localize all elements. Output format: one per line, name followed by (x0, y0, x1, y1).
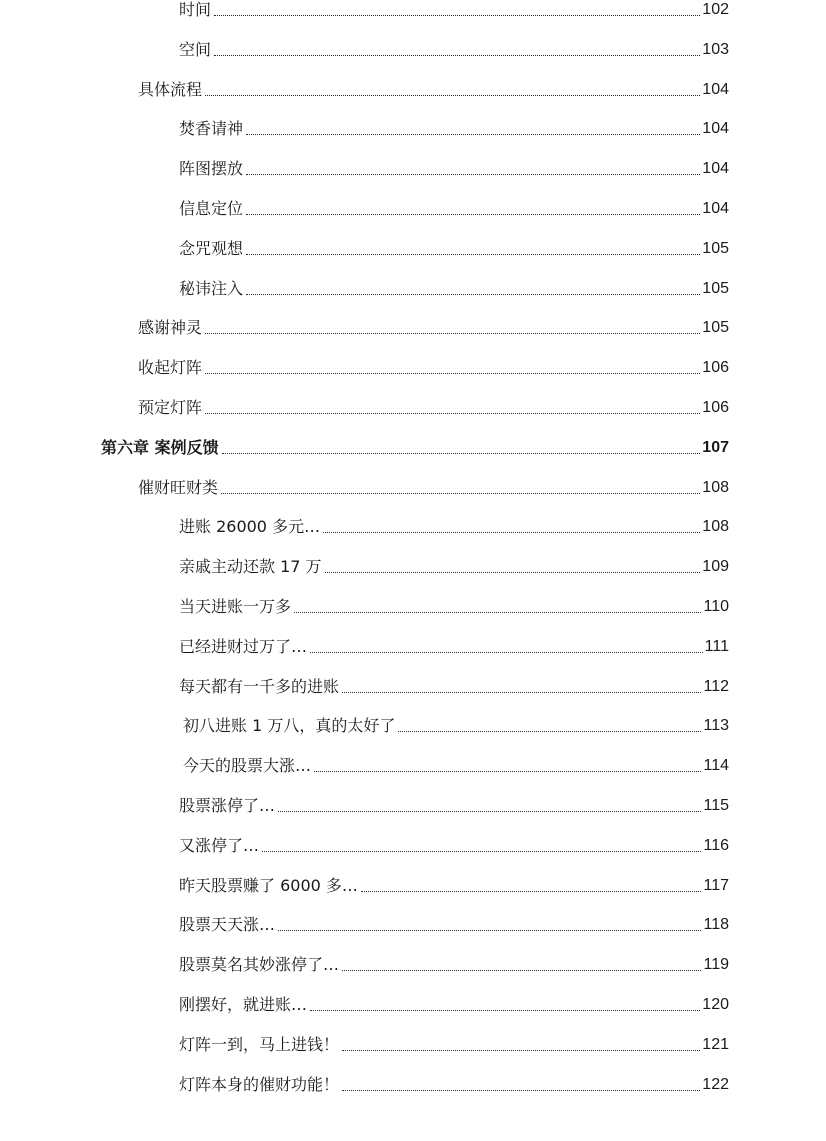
toc-entry (138, 354, 729, 378)
dot-leader (361, 890, 702, 892)
dot-leader (222, 452, 701, 454)
toc-page-number: 110 (703, 598, 729, 615)
toc-page-number: 115 (703, 797, 729, 814)
toc-page-number: 117 (703, 876, 729, 894)
dot-leader (246, 213, 700, 215)
toc-entry-title: 秘讳注入 (179, 278, 244, 298)
toc-page-number: 109 (702, 558, 729, 576)
dot-leader (294, 611, 701, 613)
toc-page-number: 105 (702, 319, 729, 337)
dot-leader (205, 412, 700, 414)
toc-entry (179, 593, 729, 617)
toc-entry (138, 76, 729, 100)
toc-page-number: 122 (702, 1075, 729, 1093)
toc-entry-title: 焚香请神 (179, 119, 244, 139)
dot-leader (323, 531, 700, 533)
toc-entry (138, 474, 729, 498)
dot-leader (246, 253, 700, 255)
dot-leader (278, 810, 701, 812)
dot-leader (205, 372, 700, 374)
toc-entry (179, 36, 729, 60)
toc-page-number: 104 (702, 200, 729, 217)
toc-page-number: 103 (702, 40, 729, 58)
toc-entry-title: 进账 26000 多元… (179, 517, 321, 537)
toc-entry-title: 今天的股票大涨… (183, 756, 312, 776)
toc-entry (179, 1071, 729, 1095)
toc-entry-title: 时间 (179, 0, 212, 19)
toc-page-number: 104 (702, 160, 729, 178)
toc-entry-title: 亲戚主动还款 17 万 (179, 557, 322, 577)
toc-entry-title: 又涨停了… (179, 835, 260, 855)
dot-leader (342, 1089, 700, 1091)
dot-leader (310, 651, 703, 653)
dot-leader (246, 173, 700, 175)
toc-page-number: 104 (702, 120, 729, 138)
toc-page-number: 118 (703, 916, 729, 934)
dot-leader (342, 691, 701, 693)
toc-entry-title: 初八进账 1 万八，真的太好了 (183, 716, 396, 736)
toc-page-number: 119 (703, 956, 729, 974)
dot-leader (214, 54, 700, 56)
dot-leader (214, 14, 700, 16)
toc-entry (183, 712, 729, 736)
dot-leader (278, 929, 701, 931)
toc-entry-title: 催财旺财类 (138, 477, 219, 497)
dot-leader (262, 850, 701, 852)
toc-entry-title: 信息定位 (179, 199, 244, 218)
toc-entry-title: 灯阵本身的催财功能！ (179, 1074, 340, 1094)
dot-leader (342, 1049, 700, 1051)
toc-page-number: 105 (702, 279, 729, 297)
toc-entry-title: 刚摆好，就进账… (179, 995, 308, 1014)
toc-entry-title: 股票天天涨… (179, 915, 276, 935)
toc-entry (183, 752, 729, 776)
toc-entry (179, 673, 729, 697)
toc-page-number: 104 (702, 80, 729, 98)
dot-leader (205, 332, 700, 334)
dot-leader (314, 770, 701, 772)
toc-page-number: 105 (702, 239, 729, 257)
toc-page-number: 102 (702, 1, 729, 18)
toc-entry (179, 553, 729, 577)
toc-entry-title: 已经进财过万了… (179, 636, 308, 656)
toc-entry-title: 昨天股票赚了 6000 多… (179, 875, 358, 895)
toc-page-number: 108 (702, 478, 729, 496)
dot-leader (246, 133, 700, 135)
toc-entry (179, 195, 729, 219)
toc-entry (179, 951, 729, 975)
toc-entry-title: 每天都有一千多的进账 (179, 676, 340, 696)
toc-entry-title: 股票莫名其妙涨停了… (179, 955, 340, 975)
toc-entry (179, 633, 729, 657)
toc-chapter-entry (101, 434, 729, 458)
toc-entry (138, 314, 729, 338)
toc-entry (179, 792, 729, 816)
toc-page-number: 120 (702, 996, 729, 1013)
toc-entry (138, 394, 729, 418)
toc-entry (179, 235, 729, 259)
toc-page-number: 113 (703, 717, 729, 735)
dot-leader (221, 492, 700, 494)
dot-leader (246, 293, 700, 295)
toc-page-number: 121 (702, 1035, 729, 1053)
dot-leader (325, 571, 701, 573)
toc-page-number: 107 (702, 438, 729, 456)
dot-leader (205, 94, 700, 96)
toc-entry-title: 阵图摆放 (179, 159, 244, 179)
toc-page-number: 106 (702, 359, 729, 377)
toc-page-number: 112 (703, 677, 729, 695)
toc-entry (179, 0, 729, 20)
toc-entry (179, 911, 729, 935)
toc-page-number: 106 (702, 399, 729, 416)
toc-entry-title: 股票涨停了… (179, 796, 276, 815)
toc-page-number: 114 (703, 757, 729, 775)
toc-entry-title: 感谢神灵 (138, 318, 203, 338)
toc-entry-title: 灯阵一到，马上进钱！ (179, 1034, 340, 1054)
toc-entry (179, 872, 729, 896)
toc-page-number: 116 (703, 836, 729, 854)
toc-entry (179, 513, 729, 537)
toc-entry (179, 275, 729, 299)
toc-entry-title: 收起灯阵 (138, 358, 203, 378)
toc-entry-title: 念咒观想 (179, 238, 244, 258)
dot-leader (310, 1009, 700, 1011)
toc-entry-title: 具体流程 (138, 79, 203, 99)
toc-entry (179, 1031, 729, 1055)
toc-entry (179, 155, 729, 179)
toc-entry (179, 991, 729, 1015)
toc-page-number: 108 (702, 518, 729, 536)
toc-entry (179, 115, 729, 139)
toc-entry-title: 预定灯阵 (138, 398, 203, 417)
dot-leader (342, 969, 701, 971)
dot-leader (398, 730, 701, 732)
toc-page-number: 111 (704, 637, 729, 655)
toc-entry (179, 832, 729, 856)
toc-entry-title: 空间 (179, 39, 212, 59)
toc-entry-title: 当天进账一万多 (179, 597, 292, 616)
toc-entry-title: 第六章 案例反馈 (101, 437, 219, 457)
